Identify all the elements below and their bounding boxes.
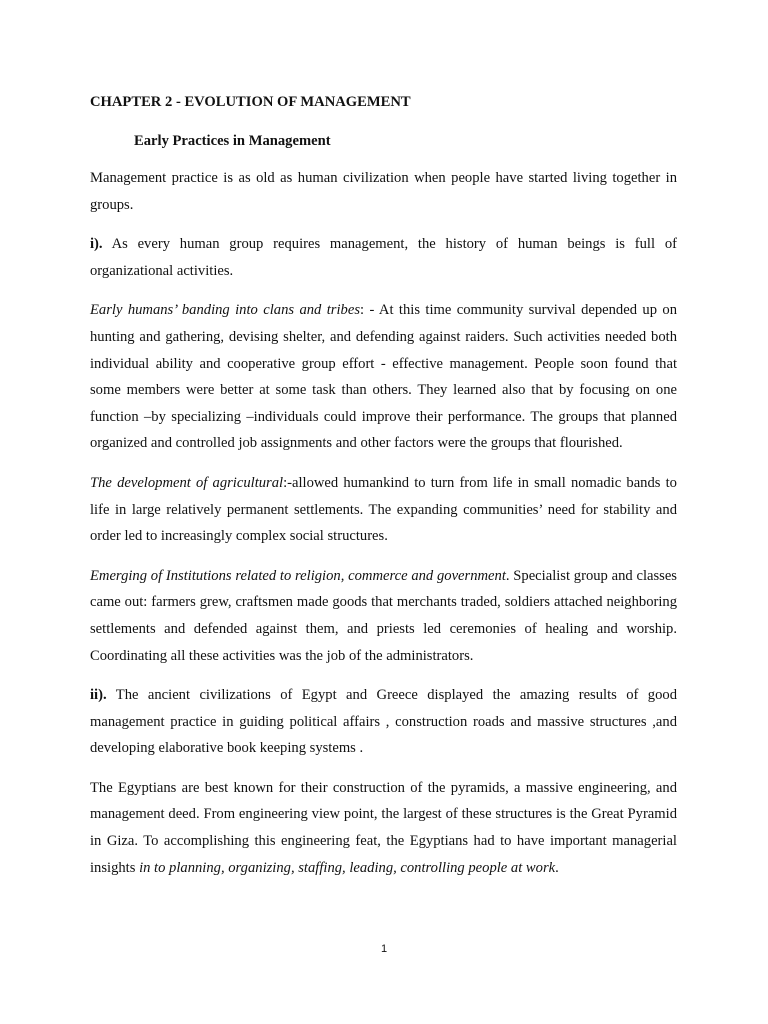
paragraph-i <box>90 231 677 284</box>
chapter-title: CHAPTER 2 - EVOLUTION OF MANAGEMENT <box>90 94 411 110</box>
paragraph-egyptians <box>90 775 677 881</box>
egyptians-text: The Egyptians are best known for their construction of the pyramids, a massive engineering, and management deed. From engineering view point, the largest of these structures is the Great Pyramid in Giza. To accomplishing this engineering feat, the Egyptians had to have important managerial insights <box>90 779 677 876</box>
page-number: 1 <box>380 943 388 955</box>
intro-paragraph: Management practice is as old as human civilization when people have started living together in groups. <box>90 170 677 213</box>
agriculture-text: :-allowed humankind to turn from life in small nomadic bands to life in large relatively permanent settlements. The expanding communities’ need for stability and order led to increasingly complex social structures. <box>90 474 677 545</box>
clans-italic-lead: Early humans’ banding into clans and tribes <box>90 302 360 319</box>
egyptians-italic-insights: in to planning, organizing, staffing, leading, controlling people at work <box>139 859 556 876</box>
paragraph-ii <box>90 682 677 762</box>
institutions-text: . Specialist group and classes came out: farmers grew, craftsmen made goods that merchants traded, soldiers attached neighboring settlements and defended against them, and priests led ceremonies of healing and worship. Coordinating all these activities was the job of the administrators. <box>90 567 677 664</box>
paragraph-agriculture <box>90 470 677 550</box>
paragraph-ii-text: The ancient civilizations of Egypt and Greece displayed the amazing results of good management practice in guiding political affairs , construction roads and massive structures ,and developing elaborative book keeping systems . <box>90 687 677 757</box>
list-marker-i: i). <box>90 236 103 253</box>
page-content <box>90 91 677 881</box>
institutions-italic-lead: Emerging of Institutions related to religion, commerce and government <box>90 567 506 584</box>
paragraph-i-text: As every human group requires management, the history of human beings is full of organizational activities. <box>90 236 677 279</box>
clans-text: : - At this time community survival depended up on hunting and gathering, devising shelter, and defending against raiders. Such activities needed both individual ability and cooperative group effort - effective management. People soon found that some members were better at some task than others. They learned also that by focusing on one function –by specializing –individuals could improve their performance. The groups that planned organized and controlled job assignments and other factors were the groups that flourished. <box>90 302 677 452</box>
agriculture-italic-lead: The development of agricultural <box>90 474 284 491</box>
list-marker-ii: ii). <box>90 687 107 704</box>
section-heading: Early Practices in Management <box>134 133 331 149</box>
egyptians-end: . <box>555 859 559 876</box>
paragraph-institutions <box>90 563 677 669</box>
paragraph-clans <box>90 297 677 457</box>
